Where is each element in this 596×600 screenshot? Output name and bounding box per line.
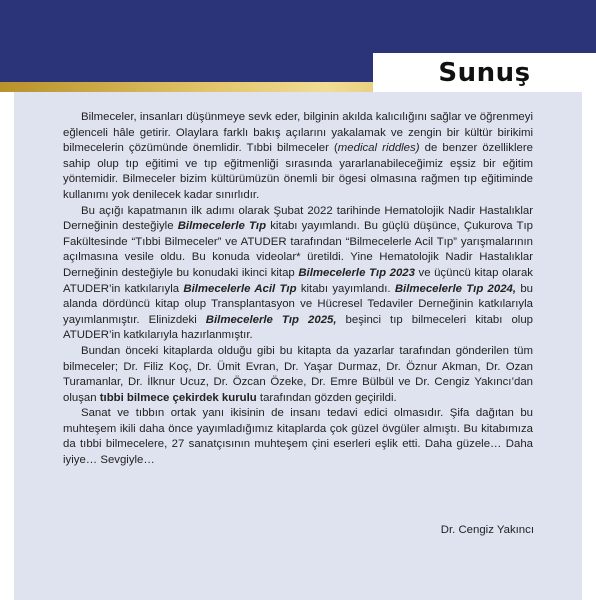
- text-run: bu alanda dördüncü kitap olup Transplantasyon ve Hücresel Tedaviler Derneğinin katkılarıyla yayımlanmıştır. Elinizdeki: [63, 282, 533, 326]
- text-run-italic: medical riddles): [337, 142, 420, 155]
- text-run-bold: tıbbi bilmece çekirdek kurulu: [99, 391, 257, 404]
- text-run: Bilmeceler, insanları düşünmeye sevk eder, bilginin akılda kalıcılığını sağlar ve öğrenmeyi eğlenceli hâle getirir. Olaylara farklı bakış açılarını yakalamak ve zengin bir kültür birikimi bilmecelerin çözümünde önemlidir. Tıbbi bilmeceler (: [63, 111, 533, 155]
- text-run: beşinci tıp bilmeceleri kitabı olup ATUDER’in katkılarıyla hazırlanmıştır.: [63, 313, 533, 342]
- text-run: kitabı yayımlandı.: [296, 282, 395, 295]
- book-title: Bilmecelerle Tıp 2023: [298, 266, 415, 279]
- book-title: Bilmecelerle Tıp 2025,: [205, 313, 337, 326]
- paragraph-2: [63, 204, 533, 344]
- text-run: tarafından gözden geçirildi.: [256, 391, 397, 404]
- body-text: [63, 110, 533, 469]
- text-run: kitabı yayımlandı. Bu güçlü düşünce, Çukurova Tıp Fakültesinde “Tıbbi Bilmeceler” ve ATUDER tarafından “Bilmecelerle Acil Tıp” yarışmalarının açılmasına vesile oldu. Bu konuda videolar* üretildi. Yine Hematolojik Nadir Hastalıklar Derneğinin desteğiyle bu konudaki ikinci kitap: [63, 220, 534, 279]
- text-run: Sanat ve tıbbın ortak yanı ikisinin de insanı tedavi edici olmasıdır. Şifa dağıtan bu muhteşem ikili daha önce yayımladığımız kitaplarda çok güzel övgüler almıştı. Bu kitabımıza da tıbbi bilmecelere, 27 sanatçısının muhteşem çini eserleri eşlik etti. Daha güzele… Daha iyiye… Sevgiyle…: [63, 407, 533, 467]
- book-title: Bilmecelerle Acil Tıp: [183, 282, 297, 295]
- title-box: [373, 53, 596, 93]
- text-run: de benzer özelliklere sahip olup tıp eğitimi ve tıp eğitmenliği sırasında yararlanabileceğimiz eşsiz bir eğitim yöntemidir. Bilmeceler bizim kültürümüzün önemli bir ögesi olmasına rağmen tıp eğitiminde kullanımı yok denilecek kadar sınırlıdır.: [63, 142, 533, 201]
- text-run: ve üçüncü kitap olarak ATUDER’in katkılarıyla: [63, 266, 533, 295]
- paragraph-3: [63, 344, 533, 406]
- signature: Dr. Cengiz Yakıncı: [440, 524, 534, 536]
- paragraph-4: [63, 406, 533, 468]
- page-title: Sunuş: [438, 58, 531, 88]
- text-run: Bundan önceki kitaplarda olduğu gibi bu kitapta da yazarlar tarafından gönderilen tüm bilmeceler; Dr. Filiz Koç, Dr. Ümit Evran, Dr. Yaşar Durmaz, Dr. Öznur Akman, Dr. Ozan Turamanlar, Dr. İlknur Ucuz, Dr. Özcan Özeke, Dr. Emre Bülbül ve Dr. Cengiz Yakıncı’dan oluşan: [63, 344, 533, 404]
- paragraph-1: [63, 110, 533, 204]
- text-run: Bu açığı kapatmanın ilk adımı olarak Şubat 2022 tarihinde Hematolojik Nadir Hastalıklar Derneğinin desteğiyle: [63, 204, 533, 233]
- book-title: Bilmecelerle Tıp 2024,: [394, 282, 517, 295]
- book-title: Bilmecelerle Tıp: [177, 220, 267, 233]
